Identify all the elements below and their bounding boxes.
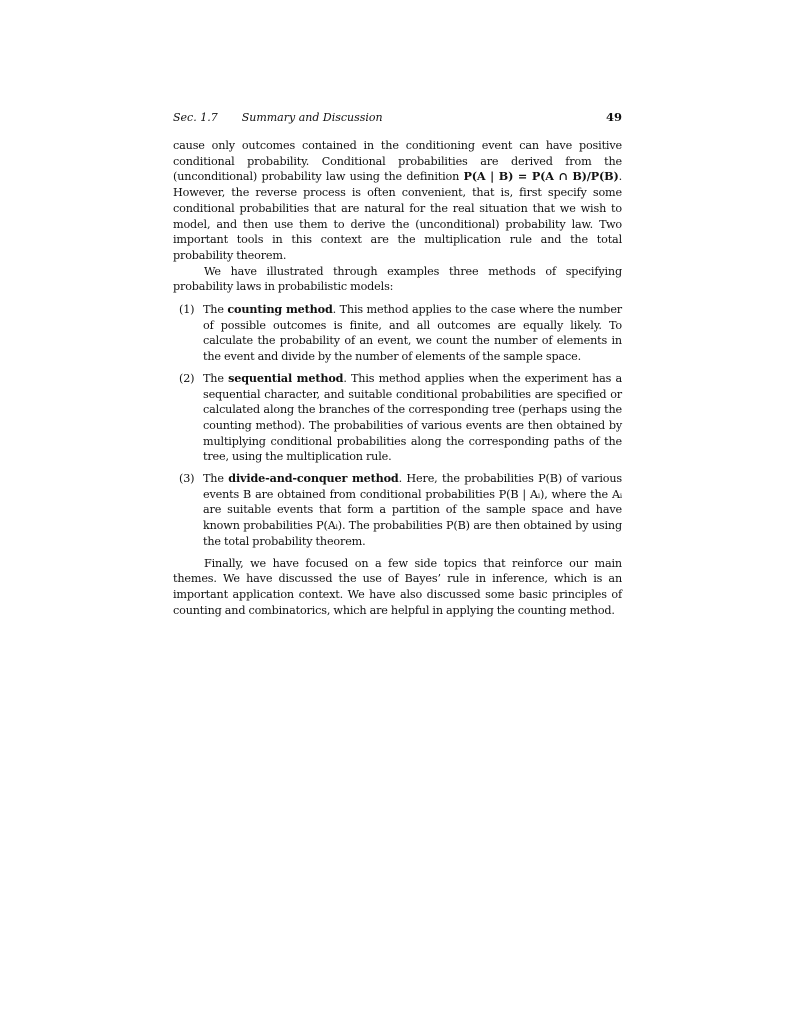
list-item	[173, 471, 622, 550]
list-item-body	[203, 471, 622, 550]
running-head-left	[173, 111, 383, 124]
section-number: Sec. 1.7	[173, 111, 218, 124]
list-item	[173, 302, 622, 365]
paragraph-3: Finally, we have focused on a few side topics that reinforce our main themes. We have discussed the use of Bayes’ rule in inference, which is an important application context. We have also discussed some basic principles of counting and combinatorics, which are helpful in applying the counting method.	[173, 556, 622, 617]
list-item-text: . This method applies to the case where the number of possible outcomes is finite, and all outcomes are equally likely. To calculate the probability of an event, we count the number of elements in the event and divide by the number of elements of the sample space.	[203, 303, 622, 364]
list-item-text: . Here, the probabilities P(B) of various events B are obtained from conditional probabilities P(B | Aᵢ), where the Aᵢ are suitable events that form a partition of the sample space and have known probabilities P(Aᵢ). The probabilities P(B) are then obtained by using the total probability theorem.	[203, 472, 622, 548]
list-item-number: (3)	[179, 472, 195, 486]
book-page	[173, 110, 622, 618]
body-text	[173, 138, 622, 618]
list-item-number: (2)	[179, 371, 195, 385]
paragraph-2: We have illustrated through examples three methods of specifying probability laws in probabilistic models:	[173, 264, 622, 294]
paragraph-1-text-b: . However, the reverse process is often convenient, that is, first specify some conditional probabilities that are natural for the real situation that we wish to model, and then use them to derive the (unconditional) probability law. Two important tools in this context are the multiplication rule and the total probability theorem.	[173, 170, 622, 262]
list-item-body	[203, 371, 622, 465]
paragraph-1	[173, 138, 622, 264]
list-item	[173, 371, 622, 465]
page-number: 49	[605, 110, 622, 124]
list-item-body	[203, 302, 622, 365]
paragraph-1-text-a: cause only outcomes contained in the conditioning event can have positive conditional probability. Conditional probabilities are derived from the (unconditional) probability law using the definition	[173, 139, 622, 184]
methods-list	[173, 302, 622, 550]
section-title: Summary and Discussion	[241, 111, 383, 124]
method-name: sequential method	[228, 370, 344, 385]
list-item-lead: The	[203, 303, 228, 317]
list-item-lead: The	[203, 472, 229, 486]
list-item-text: . This method applies when the experiment has a sequential character, and suitable conditional probabilities are specified or calculated along the branches of the corresponding tree (perhaps using the counting method). The probabilities of various events are then obtained by multiplying conditional probabilities along the corresponding paths of the tree, using the multiplication rule.	[203, 371, 622, 464]
list-item-number: (1)	[179, 303, 195, 317]
list-item-lead: The	[203, 371, 229, 385]
conditional-probability-formula: P(A | B) = P(A ∩ B)/P(B)	[463, 169, 619, 184]
running-head	[173, 110, 622, 130]
method-name: divide-and-conquer method	[228, 471, 399, 486]
method-name: counting method	[227, 302, 333, 317]
